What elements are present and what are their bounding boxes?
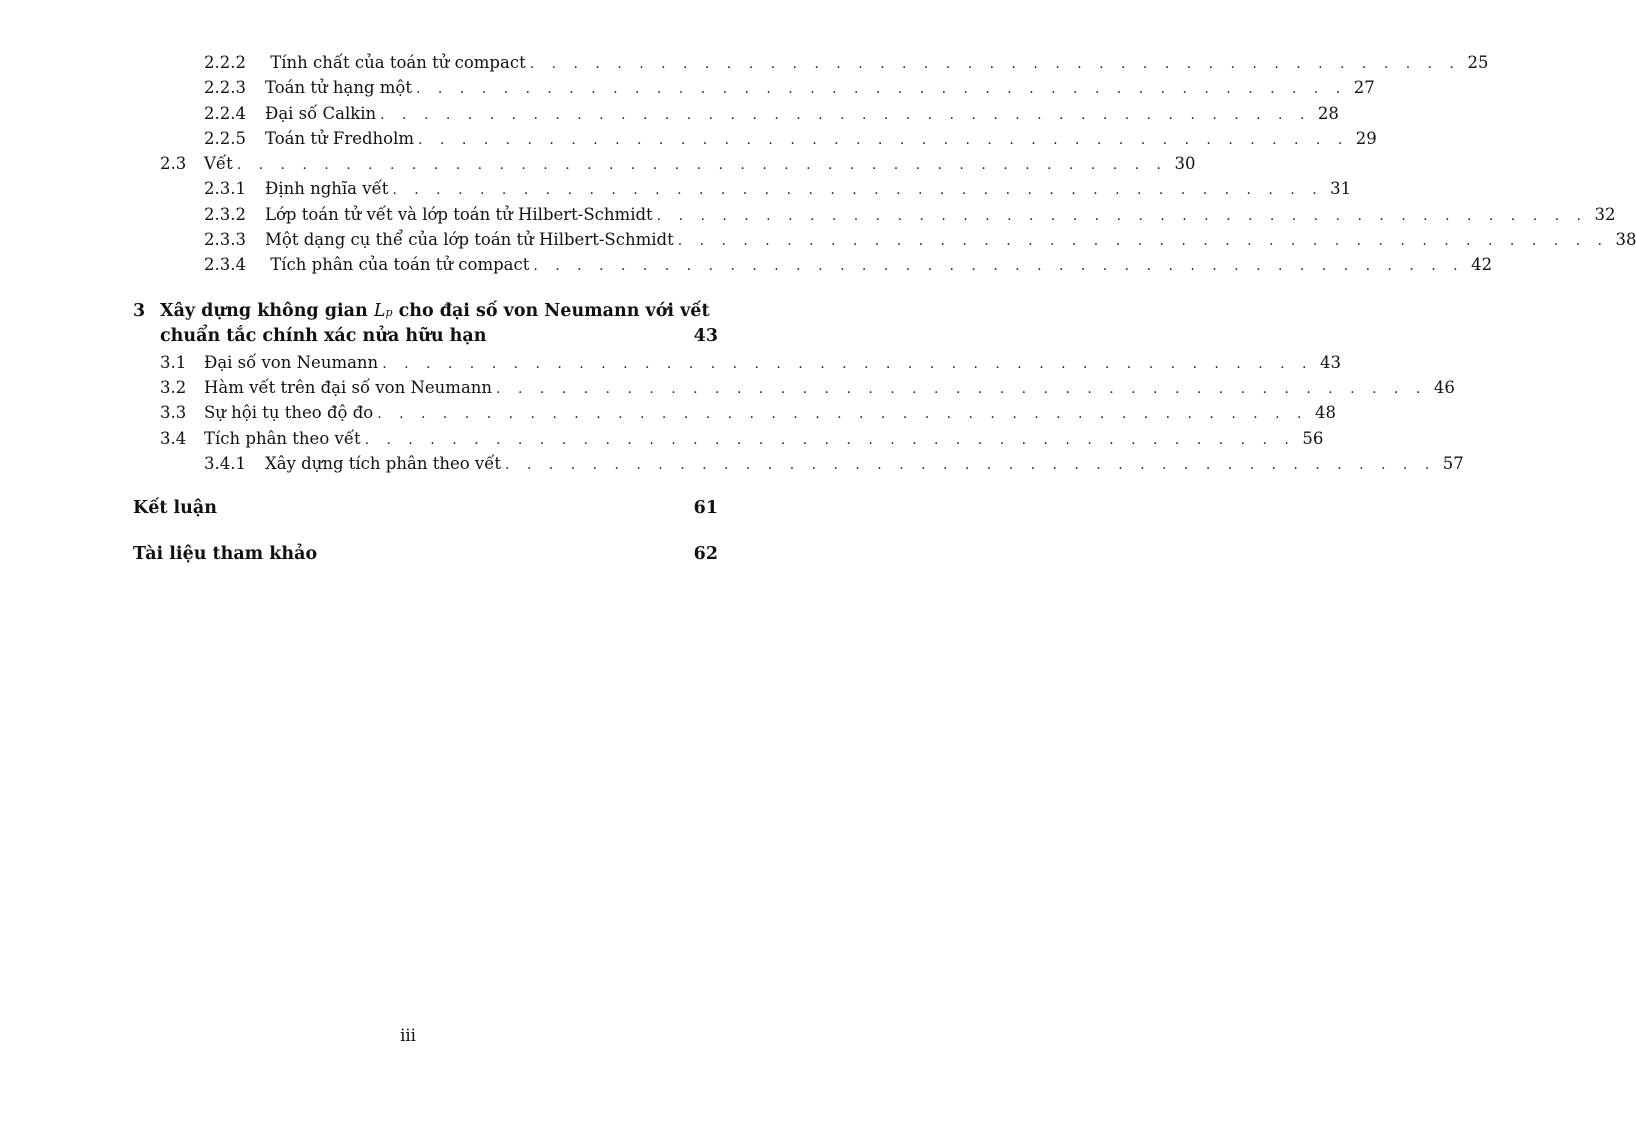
entry-page-number: 29 (1355, 128, 1377, 148)
entry-title: Tính chất của toán tử compact (265, 53, 526, 72)
entry-number: 3.2 (160, 377, 187, 397)
entry-number: 3.1 (160, 352, 187, 372)
dot-leader: . . . . . . . . . . . . . . . . . . . . . . . . . . . . . . . . . . . . . . . . . . . (418, 131, 1349, 148)
entry-title: Tích phân theo vết (204, 428, 361, 448)
entry-number: 3.4.1 (204, 453, 246, 473)
dot-leader: . . . . . . . . . . . . . . . . . . . . . . . . . . . . . . . . . . . . . . . . . . . (364, 431, 1296, 448)
entry-number: 2.2.4 (204, 103, 246, 123)
entry-page-number: 31 (1330, 179, 1352, 199)
toc-entry-3-2[interactable] (133, 375, 1455, 400)
entry-number: 2.3.4 (204, 255, 246, 275)
entry-page-number: 42 (1471, 255, 1493, 275)
entry-page-number: 38 (1615, 230, 1636, 250)
conclusion-page-number: 61 (693, 498, 718, 519)
dot-leader: . . . . . . . . . . . . . . . . . . . . . . . . . . . . . . . . . . . . . . . . . . . (533, 258, 1465, 275)
chapter-3-title-line-2 (133, 324, 718, 350)
toc-section-3-entries (133, 350, 1464, 476)
toc-entry-3-1[interactable] (133, 350, 1341, 375)
dot-leader: . . . . . . . . . . . . . . . . . . . . . . . . . . . . . . . . . . . . . . . . . . . (380, 106, 1311, 123)
entry-title: Một dạng cụ thể của lớp toán tử Hilbert-Schmidt (265, 230, 674, 250)
entry-number: 3.3 (160, 403, 187, 423)
entry-title: Đại số Calkin (265, 103, 377, 123)
dot-leader: . . . . . . . . . . . . . . . . . . . . . . . . . . . . . . . . . . . . . . . . . . . (382, 355, 1313, 372)
entry-title: Toán tử Fredholm (265, 128, 415, 148)
entry-page-number: 28 (1317, 103, 1339, 123)
references-title: Tài liệu tham khảo (133, 543, 318, 564)
entry-number: 2.3 (160, 154, 187, 174)
toc-entry-2-3-2[interactable] (133, 202, 1616, 227)
entry-number: 2.3.2 (204, 204, 246, 224)
entry-number: 2.2.3 (204, 78, 246, 98)
toc-entry-2-2-5[interactable] (133, 126, 1377, 151)
entry-page-number: 32 (1594, 204, 1616, 224)
toc-entry-2-2-2[interactable] (133, 50, 1489, 75)
entry-title: Hàm vết trên đại số von Neumann (204, 377, 493, 397)
toc-entry-3-4-1[interactable] (133, 451, 1464, 476)
toc-references[interactable] (133, 542, 718, 568)
toc-conclusion[interactable] (133, 496, 718, 522)
entry-page-number: 43 (1319, 352, 1341, 372)
toc-entry-2-3[interactable] (133, 151, 1196, 176)
dot-leader: . . . . . . . . . . . . . . . . . . . . . . . . . . . . . . . . . . . . . . . . . . . (496, 380, 1427, 397)
toc-entry-2-3-1[interactable] (133, 176, 1352, 201)
dot-leader: . . . . . . . . . . . . . . . . . . . . . . . . . . . . . . . . . . . . . . . . . . . (392, 182, 1324, 199)
chapter-page-number: 43 (693, 326, 718, 347)
entry-title: Vết (204, 154, 233, 174)
entry-number: 2.3.1 (204, 179, 246, 199)
dot-leader: . . . . . . . . . . . . . . . . . . . . . . . . . . . . . . . . . . . . . . . . . . . (377, 406, 1308, 423)
toc-section-2-entries (133, 50, 1636, 278)
entry-page-number: 25 (1467, 53, 1489, 72)
entry-title: Tích phân của toán tử compact (265, 255, 530, 275)
dot-leader: . . . . . . . . . . . . . . . . . . . . . . . . . . . . . . . . . . . . . . . . . . . (236, 157, 1168, 174)
entry-page-number: 30 (1174, 154, 1196, 174)
entry-number: 2.2.5 (204, 128, 246, 148)
math-symbol-L: L (373, 300, 386, 321)
entry-title: Đại số von Neumann (204, 352, 379, 372)
entry-page-number: 56 (1302, 428, 1324, 448)
toc-entry-2-2-3[interactable] (133, 75, 1375, 100)
entry-title: Định nghĩa vết (265, 179, 389, 199)
entry-page-number: 27 (1353, 78, 1375, 98)
entry-number: 2.3.3 (204, 230, 246, 250)
entry-page-number: 57 (1442, 453, 1464, 473)
entry-page-number: 46 (1433, 377, 1455, 397)
dot-leader: . . . . . . . . . . . . . . . . . . . . . . . . . . . . . . . . . . . . . . . . . . . (505, 456, 1436, 473)
entry-title: Toán tử hạng một (265, 78, 412, 98)
conclusion-title: Kết luận (133, 498, 217, 519)
entry-title: Lớp toán tử vết và lớp toán tử Hilbert-Schmidt (265, 204, 653, 224)
toc-chapter-3[interactable] (133, 299, 718, 350)
dot-leader: . . . . . . . . . . . . . . . . . . . . . . . . . . . . . . . . . . . . . . . . . . . (677, 233, 1609, 250)
toc-entry-2-3-4[interactable] (133, 252, 1493, 277)
page-footer-number: iii (400, 1026, 416, 1045)
references-page-number: 62 (693, 543, 718, 564)
entry-page-number: 48 (1314, 403, 1336, 423)
toc-entry-2-2-4[interactable] (133, 101, 1339, 126)
chapter-title-part-1: Xây dựng không gian (160, 300, 374, 321)
entry-title: Sự hội tụ theo độ đo (204, 403, 374, 423)
entry-title: Xây dựng tích phân theo vết (265, 453, 501, 473)
toc-entry-3-4[interactable] (133, 426, 1324, 451)
dot-leader: . . . . . . . . . . . . . . . . . . . . . . . . . . . . . . . . . . . . . . . . . . . (415, 81, 1347, 98)
chapter-title-part-3: chuẩn tắc chính xác nửa hữu hạn (160, 326, 487, 347)
dot-leader: . . . . . . . . . . . . . . . . . . . . . . . . . . . . . . . . . . . . . . . . . . . (656, 207, 1588, 224)
toc-entry-3-3[interactable] (133, 400, 1336, 425)
chapter-title-part-2: cho đại số von Neumann với vết (392, 300, 710, 321)
toc-entry-2-3-3[interactable] (133, 227, 1636, 252)
math-superscript-p: p (385, 305, 393, 319)
chapter-3-title-line-1 (133, 299, 718, 325)
entry-number: 2.2.2 (204, 53, 246, 72)
entry-number: 3.4 (160, 428, 187, 448)
chapter-number: 3 (133, 300, 146, 321)
dot-leader: . . . . . . . . . . . . . . . . . . . . . . . . . . . . . . . . . . . . . . . . . . . (529, 56, 1461, 72)
table-of-contents (133, 50, 1636, 567)
